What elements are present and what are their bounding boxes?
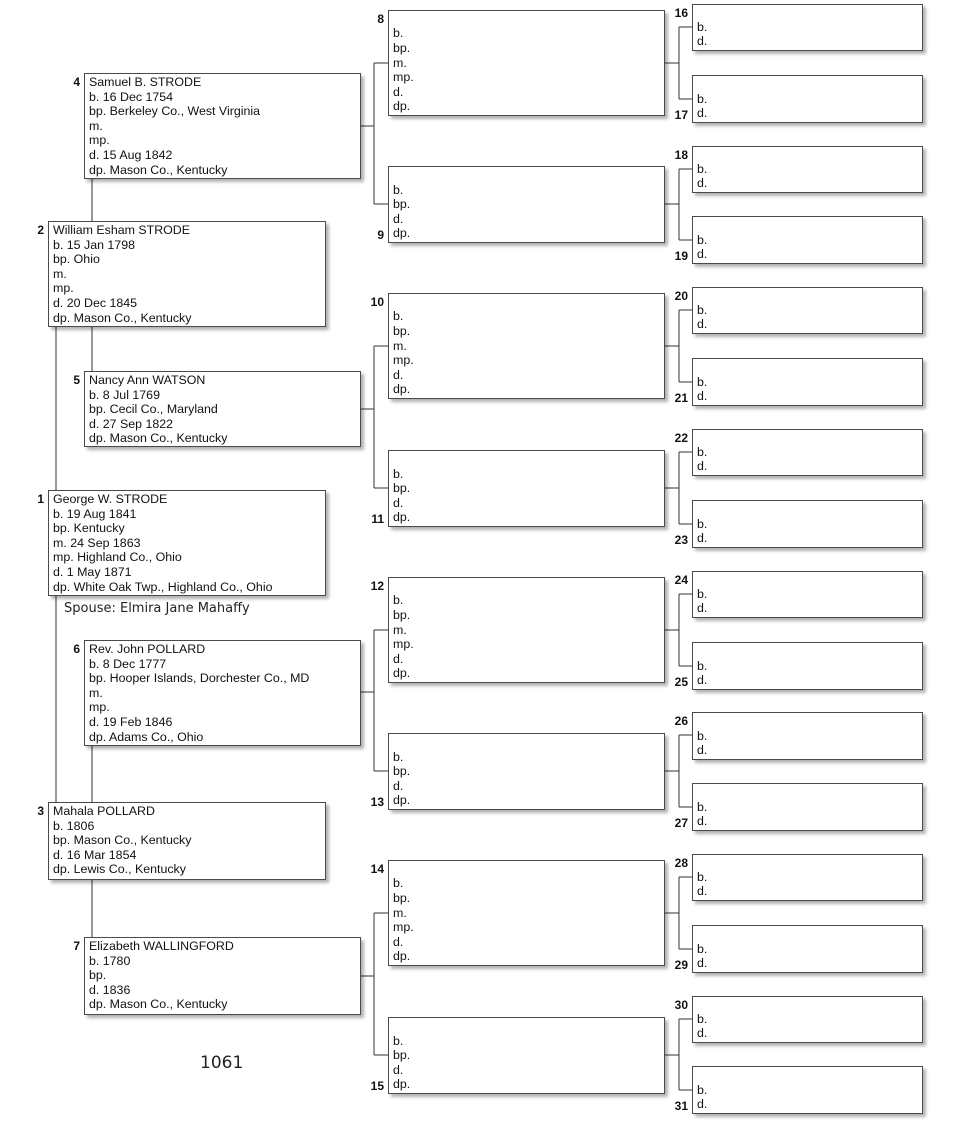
person-box-18 bbox=[692, 146, 923, 193]
person-fact: d. bbox=[393, 211, 404, 226]
person-box-15 bbox=[388, 1017, 665, 1094]
person-name: Elizabeth WALLINGFORD bbox=[89, 939, 234, 953]
person-box-9 bbox=[388, 166, 665, 243]
person-fact: mp. Highland Co., Ohio bbox=[53, 550, 182, 565]
person-fact: mp. bbox=[89, 700, 110, 715]
person-number: 13 bbox=[370, 795, 384, 809]
person-fact: m. bbox=[393, 622, 407, 637]
person-number: 27 bbox=[674, 816, 688, 830]
person-box-20 bbox=[692, 287, 923, 334]
person-fact: b. bbox=[697, 941, 708, 956]
person-box-10 bbox=[388, 293, 665, 399]
person-fact: bp. Berkeley Co., West Virginia bbox=[89, 104, 261, 119]
person-number: 30 bbox=[674, 998, 688, 1012]
person-number: 31 bbox=[674, 1099, 688, 1113]
person-fact: b. bbox=[697, 91, 708, 106]
person-name: Mahala POLLARD bbox=[53, 804, 155, 818]
person-number: 22 bbox=[674, 431, 688, 445]
person-fact: dp. bbox=[393, 949, 411, 964]
person-fact: d. bbox=[393, 84, 404, 99]
person-fact: mp. bbox=[53, 281, 74, 296]
person-fact: b. bbox=[697, 19, 708, 34]
person-fact: bp. Cecil Co., Maryland bbox=[89, 402, 218, 417]
person-number: 19 bbox=[674, 249, 688, 263]
person-box-5 bbox=[84, 371, 361, 447]
person-fact: b. bbox=[393, 466, 404, 481]
person-fact: d. bbox=[393, 651, 404, 666]
person-fact: b. bbox=[393, 1033, 404, 1048]
person-fact: m. 24 Sep 1863 bbox=[53, 535, 141, 550]
person-fact: m. bbox=[89, 118, 103, 133]
person-fact: d. 1 May 1871 bbox=[53, 564, 132, 579]
person-fact: b. bbox=[697, 374, 708, 389]
person-fact: b. 8 Jul 1769 bbox=[89, 387, 160, 402]
person-fact: d. bbox=[697, 176, 708, 191]
person-number: 10 bbox=[370, 295, 384, 309]
person-box-25 bbox=[692, 642, 923, 690]
person-box-21 bbox=[692, 358, 923, 406]
person-box-19 bbox=[692, 216, 923, 264]
person-box-31 bbox=[692, 1066, 923, 1114]
person-fact: d. bbox=[697, 34, 708, 49]
person-number: 25 bbox=[674, 675, 688, 689]
person-fact: d. 16 Mar 1854 bbox=[53, 847, 137, 862]
person-box-23 bbox=[692, 500, 923, 548]
spouse-label: Spouse: Elmira Jane Mahaffy bbox=[64, 601, 250, 616]
person-box-26 bbox=[692, 712, 923, 760]
person-fact: d. bbox=[697, 1026, 708, 1041]
person-fact: b. bbox=[697, 516, 708, 531]
person-number: 14 bbox=[370, 862, 384, 876]
person-fact: d. bbox=[697, 884, 708, 899]
person-fact: m. bbox=[393, 338, 407, 353]
person-fact: d. bbox=[697, 814, 708, 829]
person-fact: bp. bbox=[393, 764, 411, 779]
person-fact: b. bbox=[697, 658, 708, 673]
person-fact: dp. Mason Co., Kentucky bbox=[89, 997, 228, 1012]
person-fact: d. bbox=[697, 106, 708, 121]
person-number: 7 bbox=[73, 939, 80, 953]
person-box-16 bbox=[692, 4, 923, 51]
page-number: 1061 bbox=[200, 1053, 244, 1073]
person-fact: d. bbox=[697, 673, 708, 688]
person-fact: d. bbox=[393, 367, 404, 382]
person-number: 21 bbox=[674, 391, 688, 405]
person-number: 16 bbox=[674, 6, 688, 20]
person-fact: dp. Adams Co., Ohio bbox=[89, 729, 204, 744]
person-fact: bp. bbox=[89, 968, 107, 983]
person-fact: d. bbox=[697, 1097, 708, 1112]
person-name: William Esham STRODE bbox=[53, 223, 190, 237]
person-fact: d. bbox=[697, 459, 708, 474]
person-fact: bp. Ohio bbox=[53, 252, 100, 267]
person-fact: dp. bbox=[393, 793, 411, 808]
person-fact: b. 16 Dec 1754 bbox=[89, 89, 174, 104]
person-fact: b. bbox=[393, 749, 404, 764]
person-fact: dp. bbox=[393, 99, 411, 114]
person-fact: d. 20 Dec 1845 bbox=[53, 295, 138, 310]
person-fact: b. bbox=[697, 302, 708, 317]
person-box-22 bbox=[692, 429, 923, 476]
person-fact: mp. bbox=[393, 920, 414, 935]
person-fact: bp. bbox=[393, 608, 411, 623]
person-name: Rev. John POLLARD bbox=[89, 642, 206, 656]
person-number: 9 bbox=[377, 228, 384, 242]
person-name: George W. STRODE bbox=[53, 492, 168, 506]
person-fact: mp. bbox=[89, 133, 110, 148]
person-box-30 bbox=[692, 996, 923, 1043]
person-fact: d. bbox=[697, 247, 708, 262]
person-box-13 bbox=[388, 733, 665, 810]
person-number: 18 bbox=[674, 148, 688, 162]
person-number: 15 bbox=[370, 1079, 384, 1093]
person-name: Samuel B. STRODE bbox=[89, 75, 202, 89]
person-fact: d. bbox=[697, 601, 708, 616]
person-fact: b. bbox=[393, 876, 404, 891]
person-fact: b. 15 Jan 1798 bbox=[53, 237, 135, 252]
person-fact: bp. bbox=[393, 1048, 411, 1063]
person-fact: d. bbox=[697, 531, 708, 546]
person-fact: d. bbox=[697, 389, 708, 404]
person-fact: b. bbox=[697, 444, 708, 459]
person-fact: m. bbox=[89, 685, 103, 700]
person-fact: b. bbox=[697, 1082, 708, 1097]
person-fact: b. 1806 bbox=[53, 818, 95, 833]
person-fact: bp. bbox=[393, 197, 411, 212]
person-fact: d. bbox=[697, 956, 708, 971]
person-fact: mp. bbox=[393, 353, 414, 368]
person-box-7 bbox=[84, 937, 361, 1015]
person-box-2 bbox=[48, 221, 326, 327]
person-box-8 bbox=[388, 10, 665, 116]
person-number: 12 bbox=[370, 579, 384, 593]
person-fact: dp. White Oak Twp., Highland Co., Ohio bbox=[53, 579, 273, 594]
person-number: 23 bbox=[674, 533, 688, 547]
person-fact: b. bbox=[697, 1011, 708, 1026]
person-box-27 bbox=[692, 783, 923, 831]
person-fact: b. bbox=[697, 799, 708, 814]
person-box-28 bbox=[692, 854, 923, 901]
person-fact: d. bbox=[393, 495, 404, 510]
person-number: 17 bbox=[674, 108, 688, 122]
person-fact: bp. bbox=[393, 481, 411, 496]
person-name: Nancy Ann WATSON bbox=[89, 373, 206, 387]
person-fact: b. bbox=[393, 593, 404, 608]
person-fact: b. bbox=[697, 728, 708, 743]
person-number: 1 bbox=[37, 492, 44, 506]
person-fact: d. 27 Sep 1822 bbox=[89, 416, 174, 431]
person-box-29 bbox=[692, 925, 923, 973]
person-box-17 bbox=[692, 75, 923, 123]
person-fact: d. bbox=[393, 778, 404, 793]
person-number: 11 bbox=[371, 512, 384, 526]
person-fact: d. bbox=[697, 317, 708, 332]
person-fact: dp. Mason Co., Kentucky bbox=[89, 162, 228, 177]
person-fact: b. 19 Aug 1841 bbox=[53, 506, 137, 521]
person-box-1 bbox=[48, 490, 326, 596]
person-fact: d. 1836 bbox=[89, 982, 131, 997]
person-fact: bp. bbox=[393, 41, 411, 56]
person-fact: b. bbox=[697, 869, 708, 884]
person-fact: bp. bbox=[393, 324, 411, 339]
person-box-24 bbox=[692, 571, 923, 618]
person-box-14 bbox=[388, 860, 665, 966]
person-fact: m. bbox=[53, 266, 67, 281]
person-fact: d. bbox=[393, 934, 404, 949]
person-number: 26 bbox=[674, 714, 688, 728]
person-fact: dp. bbox=[393, 510, 411, 525]
person-fact: dp. bbox=[393, 1077, 411, 1092]
person-fact: b. 8 Dec 1777 bbox=[89, 656, 167, 671]
person-fact: m. bbox=[393, 55, 407, 70]
person-fact: m. bbox=[393, 905, 407, 920]
person-fact: d. bbox=[393, 1062, 404, 1077]
person-fact: bp. Kentucky bbox=[53, 521, 125, 536]
person-box-6 bbox=[84, 640, 361, 746]
person-box-4 bbox=[84, 73, 361, 179]
person-fact: dp. bbox=[393, 226, 411, 241]
person-fact: b. 1780 bbox=[89, 953, 131, 968]
person-number: 24 bbox=[674, 573, 688, 587]
person-fact: dp. Mason Co., Kentucky bbox=[53, 310, 192, 325]
person-box-3 bbox=[48, 802, 326, 880]
person-box-12 bbox=[388, 577, 665, 683]
person-number: 3 bbox=[37, 804, 44, 818]
person-fact: bp. Hooper Islands, Dorchester Co., MD bbox=[89, 671, 310, 686]
person-fact: dp. bbox=[393, 666, 411, 681]
person-number: 6 bbox=[73, 642, 80, 656]
person-fact: b. bbox=[393, 182, 404, 197]
person-fact: b. bbox=[697, 232, 708, 247]
person-number: 28 bbox=[674, 856, 688, 870]
person-fact: dp. Lewis Co., Kentucky bbox=[53, 862, 186, 877]
person-fact: mp. bbox=[393, 70, 414, 85]
person-box-11 bbox=[388, 450, 665, 527]
person-fact: b. bbox=[393, 309, 404, 324]
person-number: 8 bbox=[377, 12, 384, 26]
person-number: 4 bbox=[73, 75, 80, 89]
person-fact: b. bbox=[697, 586, 708, 601]
person-fact: mp. bbox=[393, 637, 414, 652]
person-fact: d. 15 Aug 1842 bbox=[89, 147, 173, 162]
person-number: 5 bbox=[73, 373, 80, 387]
person-number: 2 bbox=[37, 223, 44, 237]
person-fact: b. bbox=[393, 26, 404, 41]
person-fact: bp. Mason Co., Kentucky bbox=[53, 833, 192, 848]
person-fact: d. bbox=[697, 743, 708, 758]
person-fact: dp. Mason Co., Kentucky bbox=[89, 431, 228, 446]
person-number: 20 bbox=[674, 289, 688, 303]
person-fact: dp. bbox=[393, 382, 411, 397]
person-fact: bp. bbox=[393, 891, 411, 906]
person-fact: d. 19 Feb 1846 bbox=[89, 714, 173, 729]
person-number: 29 bbox=[674, 958, 688, 972]
person-fact: b. bbox=[697, 161, 708, 176]
